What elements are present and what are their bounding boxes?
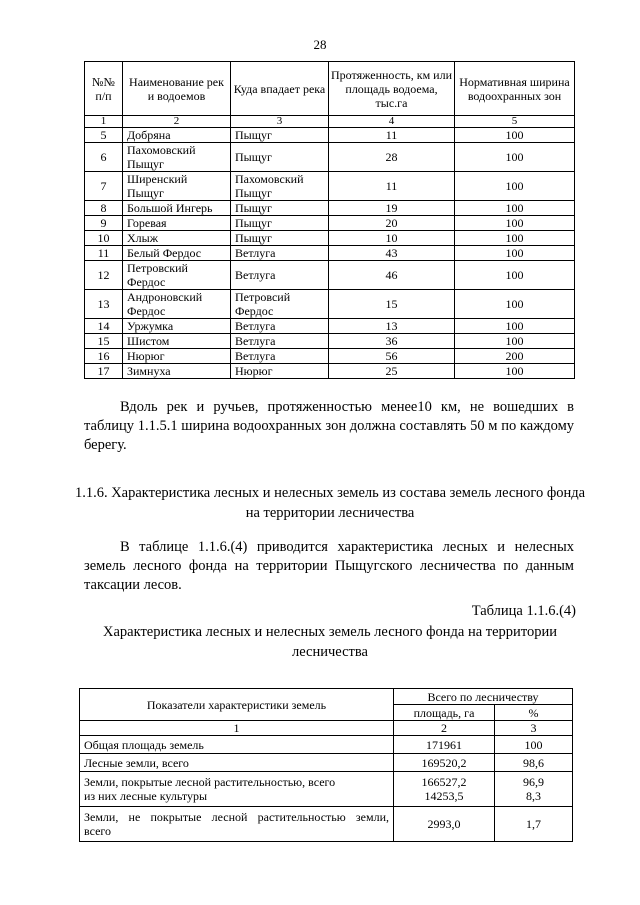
lands-table: [79, 688, 573, 842]
river-into: Ветлуга: [231, 349, 329, 364]
river-name: Шистом: [123, 334, 231, 349]
zone-width: 100: [455, 143, 575, 172]
river-name: Уржумка: [123, 319, 231, 334]
river-into: Пыщуг: [231, 201, 329, 216]
river-into: Пыщуг: [231, 216, 329, 231]
column-number: 2: [123, 116, 231, 128]
column-number: 1: [80, 721, 394, 736]
table-row: [80, 807, 573, 842]
land-label: [80, 772, 394, 807]
zone-width: 100: [455, 261, 575, 290]
zone-width: 100: [455, 364, 575, 379]
river-length: 15: [329, 290, 455, 319]
river-name: Андроновский Фердос: [123, 290, 231, 319]
row-number: 9: [85, 216, 123, 231]
zone-width: 100: [455, 128, 575, 143]
row-number: 8: [85, 201, 123, 216]
table-row: [85, 364, 575, 379]
river-name: Петровский Фердос: [123, 261, 231, 290]
river-length: 36: [329, 334, 455, 349]
column-number: 3: [231, 116, 329, 128]
land-area: 169520,2: [394, 754, 495, 772]
land-label: Общая площадь земель: [80, 736, 394, 754]
zone-width: 100: [455, 290, 575, 319]
river-into: Пыщуг: [231, 143, 329, 172]
table-row: [85, 172, 575, 201]
table-row: [85, 128, 575, 143]
row-number: 7: [85, 172, 123, 201]
river-into: Пахомовский Пыщуг: [231, 172, 329, 201]
page-number: 28: [313, 37, 327, 52]
table-row: [85, 349, 575, 364]
river-length: 43: [329, 246, 455, 261]
table-row: [85, 290, 575, 319]
land-area: [394, 772, 495, 807]
table-header-row: [80, 689, 573, 705]
land-label-line: Земли, покрытые лесной растительностью, всего: [84, 775, 336, 789]
table-title: Характеристика лесных и нелесных земель лесного фонда на территории лесничества: [103, 624, 557, 660]
land-area: 171961: [394, 736, 495, 754]
column-numbers-row: [85, 116, 575, 128]
header-percent: %: [495, 705, 573, 721]
section-heading: 1.1.6. Характеристика лесных и нелесных земель из состава земель лесного фонда на территории лесничества: [74, 485, 586, 521]
river-length: 11: [329, 172, 455, 201]
river-length: 11: [329, 128, 455, 143]
river-name: Большой Ингерь: [123, 201, 231, 216]
table-row: [85, 143, 575, 172]
river-length: 46: [329, 261, 455, 290]
land-sublabel-line: из них лесные культуры: [84, 789, 208, 803]
column-numbers-row: [80, 721, 573, 736]
river-into: Нюрюг: [231, 364, 329, 379]
land-area: 2993,0: [394, 807, 495, 842]
zone-width: 100: [455, 319, 575, 334]
table-label: Таблица 1.1.6.(4): [471, 603, 576, 619]
river-into: Петровсий Фердос: [231, 290, 329, 319]
river-into: Ветлуга: [231, 246, 329, 261]
river-name: Белый Фердос: [123, 246, 231, 261]
land-percent-value: 96,9: [523, 775, 544, 789]
zone-width: 100: [455, 231, 575, 246]
table-row: [85, 246, 575, 261]
land-percent: [495, 772, 573, 807]
column-number: 4: [329, 116, 455, 128]
column-number: 3: [495, 721, 573, 736]
paragraph-river-zones: [84, 398, 574, 455]
zone-width: 100: [455, 201, 575, 216]
river-name: Горевая: [123, 216, 231, 231]
header-indicator: Показатели характеристики земель: [80, 689, 394, 721]
rivers-table: [84, 61, 575, 379]
river-name: Зимнуха: [123, 364, 231, 379]
zone-width: 200: [455, 349, 575, 364]
header-width: Нормативная ширина водоохранных зон: [455, 62, 575, 116]
table-row: [85, 261, 575, 290]
column-number: 1: [85, 116, 123, 128]
zone-width: 100: [455, 334, 575, 349]
river-name: Ширенский Пыщуг: [123, 172, 231, 201]
header-number: №№ п/п: [85, 62, 123, 116]
land-percent: 100: [495, 736, 573, 754]
land-sublabel-line: всего: [84, 824, 112, 838]
river-into: Пыщуг: [231, 231, 329, 246]
river-length: 28: [329, 143, 455, 172]
table-row: [85, 201, 575, 216]
river-into: Ветлуга: [231, 261, 329, 290]
river-into: Ветлуга: [231, 334, 329, 349]
row-number: 16: [85, 349, 123, 364]
row-number: 17: [85, 364, 123, 379]
land-area-value: 166527,2: [421, 775, 467, 789]
paragraph-text: Вдоль рек и ручьев, протяженностью менее10 км, не вошедших в таблицу 1.1.5.1 ширина водоохранных зон должна составлять 50 м по каждому берегу.: [84, 399, 574, 453]
row-number: 14: [85, 319, 123, 334]
table-row: [80, 736, 573, 754]
column-number: 5: [455, 116, 575, 128]
row-number: 10: [85, 231, 123, 246]
column-number: 2: [394, 721, 495, 736]
land-area-subvalue: 14253,5: [424, 789, 464, 803]
river-into: Пыщуг: [231, 128, 329, 143]
river-name: Пахомовский Пыщуг: [123, 143, 231, 172]
table-header-row: [85, 62, 575, 116]
river-length: 19: [329, 201, 455, 216]
header-name: Наименование рек и водоемов: [123, 62, 231, 116]
zone-width: 100: [455, 216, 575, 231]
river-into: Ветлуга: [231, 319, 329, 334]
river-name: Добряна: [123, 128, 231, 143]
table-row: [85, 231, 575, 246]
paragraph-table-intro: [84, 538, 574, 595]
river-name: Нюрюг: [123, 349, 231, 364]
row-number: 11: [85, 246, 123, 261]
header-length: Протяженность, км или площадь водоема, тыс.га: [329, 62, 455, 116]
land-percent: 98,6: [495, 754, 573, 772]
row-number: 5: [85, 128, 123, 143]
land-label: [80, 807, 394, 842]
river-length: 20: [329, 216, 455, 231]
land-percent: 1,7: [495, 807, 573, 842]
river-name: Хлыж: [123, 231, 231, 246]
table-row: [85, 216, 575, 231]
zone-width: 100: [455, 172, 575, 201]
land-label-line: Земли, не покрытые лесной растительностью земли,: [84, 810, 389, 824]
river-length: 56: [329, 349, 455, 364]
header-total: Всего по лесничеству: [394, 689, 573, 705]
table-row: [85, 319, 575, 334]
zone-width: 100: [455, 246, 575, 261]
header-into: Куда впадает река: [231, 62, 329, 116]
river-length: 10: [329, 231, 455, 246]
land-label: Лесные земли, всего: [80, 754, 394, 772]
table-row: [85, 334, 575, 349]
land-percent-subvalue: 8,3: [526, 789, 541, 803]
table-row: [80, 772, 573, 807]
river-length: 25: [329, 364, 455, 379]
paragraph-text: В таблице 1.1.6.(4) приводится характеристика лесных и нелесных земель лесного фонда на территории Пыщугского лесничества по данным таксации лесов.: [84, 539, 574, 593]
row-number: 12: [85, 261, 123, 290]
row-number: 6: [85, 143, 123, 172]
row-number: 13: [85, 290, 123, 319]
river-length: 13: [329, 319, 455, 334]
table-row: [80, 754, 573, 772]
row-number: 15: [85, 334, 123, 349]
header-area: площадь, га: [394, 705, 495, 721]
